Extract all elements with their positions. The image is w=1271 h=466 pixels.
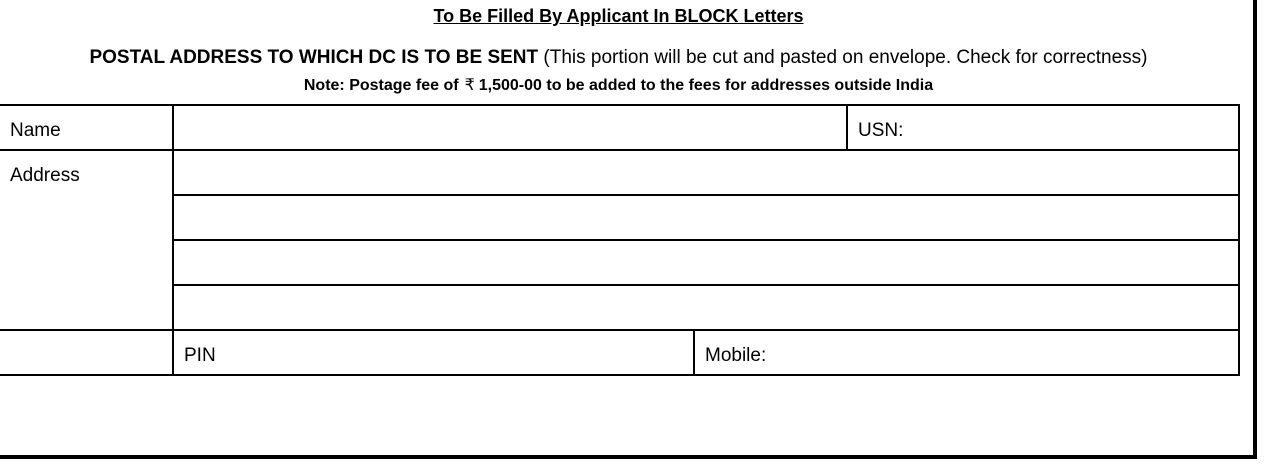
- address-row-2: [0, 195, 1239, 240]
- address-line-4-field[interactable]: [173, 285, 1239, 330]
- rupee-icon: ₹: [464, 77, 475, 94]
- name-field[interactable]: [173, 105, 847, 150]
- address-row-3: [0, 240, 1239, 285]
- postage-note-suffix: 1,500-00 to be added to the fees for addresses outside India: [478, 77, 934, 94]
- postage-note-prefix: Note: Postage fee of: [303, 77, 459, 94]
- usn-label: USN:: [858, 120, 904, 141]
- address-label: Address: [0, 150, 173, 330]
- pin-field[interactable]: [173, 330, 694, 375]
- address-line-1-field[interactable]: [173, 150, 1239, 195]
- mobile-field[interactable]: [694, 330, 1239, 375]
- address-line-2-field[interactable]: [173, 195, 1239, 240]
- address-line-3-field[interactable]: [173, 240, 1239, 285]
- name-label: Name: [0, 105, 173, 150]
- postal-address-heading: [0, 47, 1237, 69]
- address-row-1: [0, 150, 1239, 195]
- mobile-label: Mobile:: [705, 345, 767, 366]
- postage-note: [0, 75, 1237, 95]
- postal-address-note: (This portion will be cut and pasted on envelope. Check for correctness): [543, 47, 1148, 68]
- address-form-table: [0, 104, 1240, 376]
- usn-field[interactable]: [847, 105, 1239, 150]
- address-row-4: [0, 285, 1239, 330]
- pin-mobile-row: [0, 330, 1239, 375]
- pin-label: PIN: [184, 345, 216, 366]
- name-row: [0, 105, 1239, 150]
- form-title: To Be Filled By Applicant In BLOCK Letters: [433, 6, 804, 26]
- postal-address-bold: POSTAL ADDRESS TO WHICH DC IS TO BE SENT: [89, 47, 539, 68]
- pin-row-spacer: [0, 330, 173, 375]
